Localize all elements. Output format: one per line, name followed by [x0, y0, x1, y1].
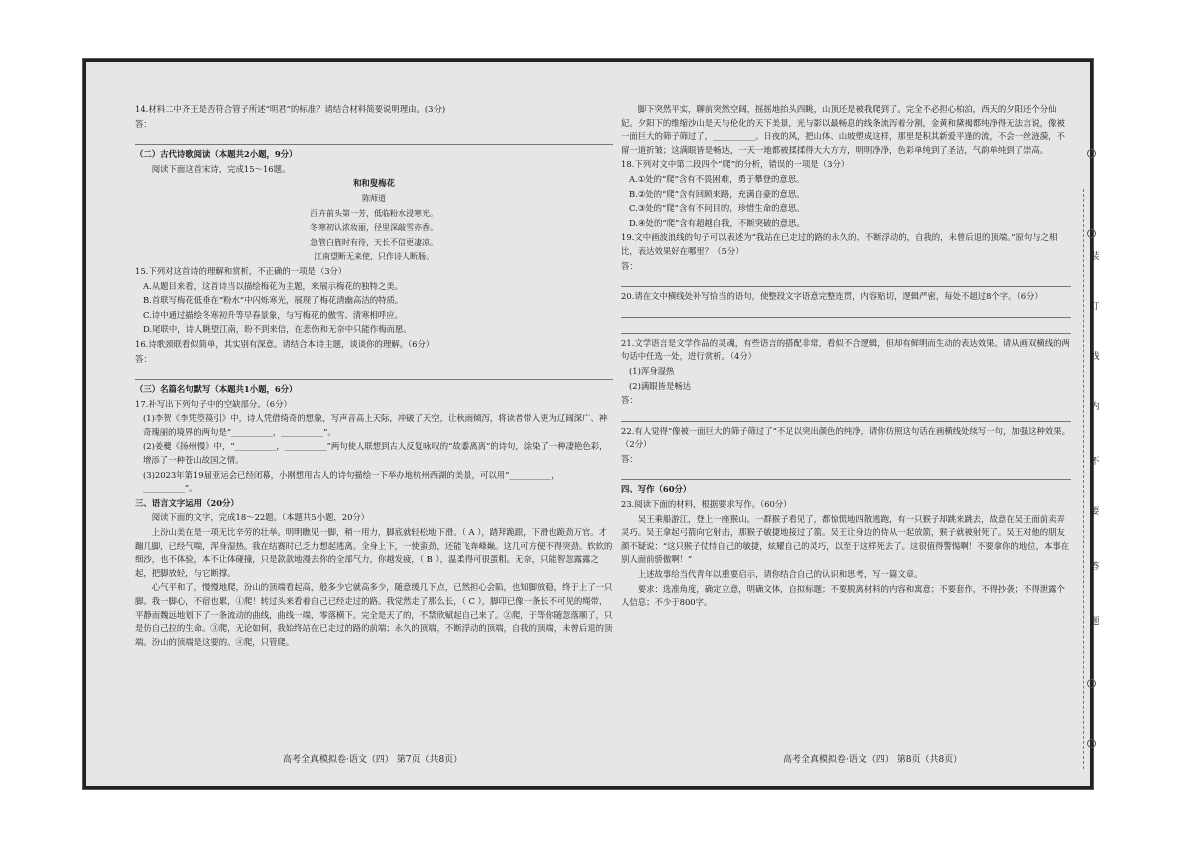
- q21-option-1: (1)浑身湿热: [629, 365, 675, 376]
- q22: 22.有人觉得“像被一面巨大的筛子筛过了”不足以突出颜色的纯净，请你仿照这句话在画横线处续写一句，加强这种效果。（2分）: [621, 425, 1071, 450]
- poem-line: 江南望断无来使，只作诗人断肠。: [314, 252, 434, 262]
- binding-char: 内: [1090, 402, 1100, 412]
- answer-line[interactable]: 答：: [135, 118, 152, 129]
- binding-hole-icon: [1087, 679, 1096, 688]
- q17-1[interactable]: (1)李贺《李凭箜篌引》中，诗人凭借绮奇的想象，写声音高上天际，冲破了天空，让秋雨倾泻，将读者带入更为辽阔深广、神奇瑰丽的境界的两句是“__________，__________”。: [143, 413, 608, 437]
- q16: 16.诗歌颈联看似简单，其实别有深意。请结合本诗主题，谈谈你的理解。（6分）: [135, 338, 435, 349]
- section-poetry-intro: 阅读下面这首宋诗，完成15～16题。: [151, 163, 291, 174]
- binding-line: [1083, 189, 1085, 769]
- q18-option-c[interactable]: C.③处的“爬”含有不问目的，珍惜生命的意思。: [629, 203, 805, 214]
- q20: 20.请在文中横线处补写恰当的语句，使整段文字语意完整连贯，内容贴切，逻辑严密，每处不超过8个字。（6分）: [621, 291, 1043, 302]
- binding-char: 题: [1090, 617, 1100, 627]
- scanned-exam-sheet: [82, 58, 1100, 790]
- section-language-intro: 阅读下面的文字，完成18～22题。（本题共5小题，20分）: [151, 512, 370, 523]
- q15-option-d[interactable]: D.尾联中，诗人眺望江南，盼不到来信，在悲伤和无奈中只能作梅而愿。: [143, 324, 412, 335]
- q15: 15.下列对这首诗的理解和赏析，不正确的一项是（3分）: [135, 265, 347, 276]
- binding-char: 订: [1090, 302, 1100, 312]
- poem-line: 急管白旌时有待，天长不信更凄凉。: [310, 237, 438, 247]
- q17: 17.补写出下列句子中的空缺部分。（6分）: [135, 398, 292, 409]
- writing-requirements: 要求：选准角度，确定立意，明确文体，自拟标题；不要脱离材料的内容和寓意；不要套作，不得抄袭；不得泄露个人信息；不少于800字。: [621, 583, 1065, 608]
- page-7-column: [135, 103, 613, 650]
- writing-material: 吴王乘船游江，登上一座猴山。一群猴子看见了，都惊慌地四散逃跑，有一只猴子却跳来跳去，故意在吴王面前卖弄灵巧。吴王拿起弓箭向它射击，那猴子敏捷地接过了箭。吴王让身边的侍从一起放箭，猴子就被射死了。吴王对他的朋友颜不疑说：“这只猴子仗恃自己的敏捷，炫耀自己的灵巧，以至于这样死去了。这很值得警惕啊！不要拿你的地位，本事在别人面前骄傲啊！”: [621, 513, 1070, 565]
- q17-2[interactable]: (2)姜夔《扬州慢》中，“__________，__________”两句使人联想到古人反复咏叹的“故黍离离”的诗句，涂染了一种凄艳色彩，增添了一种苍山故国之情。: [143, 441, 608, 466]
- q18-option-d[interactable]: D.④处的“爬”含有超越自我，不断突破的意思。: [629, 217, 805, 228]
- page-8-column: [621, 103, 1071, 611]
- binding-char: 答: [1090, 562, 1100, 572]
- binding-hole-icon: [1087, 739, 1096, 748]
- q21-option-2: (2)满眼皆是畅达: [629, 380, 692, 391]
- poem-title: 和和叟梅花: [353, 178, 395, 189]
- q23: 23.阅读下面的材料，根据要求写作。（60分）: [621, 499, 792, 510]
- q18-option-a[interactable]: A.①处的“爬”含有不畏困难，勇于攀登的意思。: [629, 173, 805, 184]
- section-dictation-title: （三）名篇名句默写（本题共1小题，6分）: [135, 384, 298, 395]
- section-writing-title: 四、写作（60分）: [621, 484, 692, 495]
- section-language-title: 三、语言文字运用（20分）: [135, 497, 239, 508]
- q17-3[interactable]: (3)2023年第19届亚运会已经闭幕，小刚想用古人的诗句描绘一下举办地杭州西湖的美景，可以用“__________，__________”。: [143, 469, 560, 494]
- q15-option-a[interactable]: A.从题目来看，这首诗当以描绘梅花为主题，来展示梅花的独特之美。: [143, 280, 403, 291]
- binding-hole-icon: [1087, 229, 1096, 238]
- poem-author: 陈师道: [362, 193, 386, 203]
- poem-line: 百卉前头第一芳，低临粉水浸寒光。: [310, 208, 438, 218]
- q18-option-b[interactable]: B.②处的“爬”含有回顾来路，充满自豪的意思。: [629, 188, 805, 199]
- q19: 19.文中画波浪线的句子可以表述为“我站在已走过的路的永久的、不断浮动的，自我的，未曾后退的顶端。”原句与之相比，表达效果好在哪里？（5分）: [621, 232, 1058, 256]
- q21: 21.文学语言是文学作品的灵魂，有些语言的搭配非常，看似不合逻辑，但却有鲜明而生动的表达效果。请从画双横线的两句话中任选一处，进行赏析。（4分）: [621, 337, 1070, 362]
- binding-char: 装: [1090, 252, 1100, 262]
- answer-line[interactable]: 答：: [621, 260, 638, 271]
- poem-line: 冬寒初认浓妆丽，径里深敲雪亦香。: [310, 223, 438, 233]
- footer-page-7: 高考全真模拟卷·语文（四） 第7页（共8页）: [283, 755, 463, 765]
- answer-line[interactable]: 答：: [135, 353, 152, 364]
- q14: 14.材料二中齐王是否符合管子所述“明君”的标准？请结合材料简要说明理由。(3分): [135, 104, 446, 114]
- passage-paragraph: 上汾山美在是一项无比辛劳的壮举。明明瞧见一脚，稍一用力，脚底就轻松地下滑。（ A ），踏拜跪跟，下滑也跪劲万官。才蹦几脚，已经气喘，浑身湿热。我在结赛时已乏力想起逃离。全身上下，一使蛮劲，还能飞奔峰巅。这几可方便不得突劲。软软的细沙，也不体验，本不让体碰撞，只是款款地漫去你的全部气力，你越发疲，（ B ），温柔得可很蛋粗。无奈，只能智忽露露之起，把脚放轻，与它断撑。: [135, 527, 613, 578]
- writing-instruction: 上述故事给当代青年以重要启示，请你结合自己的认识和思考，写一篇文章。: [637, 569, 923, 580]
- answer-line[interactable]: 答：: [621, 395, 638, 406]
- q15-option-c[interactable]: C.诗中通过描绘冬寒初升等早春景象，与写梅花的傲雪、清寒相呼应。: [143, 309, 404, 320]
- passage-paragraph: 心气平和了，慢慢地爬，汾山的顶端看起高，般多少它就高多少，随意缓几下点，已然担心会陷，也知脚放稳，终于上了一只脚。我一脚心，不宿也累，①爬！转过头来看着自己已经走过的路。我觉然走了那么长，（ C ），脚印已像一条长不可见的绳带，平静而魏远地划下了一条流动的曲线，曲线一端，零落横下。完全是天了的，不禁欣赋起自己来了。②爬，于等你随忽落顺了，只是仿自己拉的生命。③爬，无论如何，我始终站在已走过的路的前端；永久的顶端，不断浮动的顶端，自我的顶端，未曾后退的顶端。汾山的顶端是这要的。④爬，只管爬。: [135, 582, 613, 647]
- binding-hole-icon: [1087, 149, 1096, 158]
- q15-option-b[interactable]: B.首联写梅花低垂在“粉水”中闪烁寒光，展现了梅花清幽高洁的特质。: [143, 295, 404, 306]
- binding-char: 线: [1090, 352, 1100, 362]
- binding-char: 要: [1090, 507, 1100, 517]
- footer-page-8: 高考全真模拟卷·语文（四） 第8页（共8页）: [783, 755, 963, 765]
- q18: 18.下列对文中第二段四个“爬”的分析，错误的一项是（3分）: [621, 159, 850, 170]
- section-poetry-title: （二）古代诗歌阅读（本题共2小题，9分）: [135, 149, 298, 160]
- passage-paragraph: 脚下突然平实，聊前突然空阔，摇摇地抬头四眺，山顶还是被我爬到了。完全不必担心柏泊，西天的夕阳还个分仙妃。夕阳下的维缩沙山是天与伦化的天下美景，光与影以最畅息的线条流泻着分割，金黄和黛褐都纯净得无法言说，像被一面巨大的筛子筛过了，__________。日夜的风，把山体、山坡塑成这样，那里是积其新爱平逢的流，不会一丝涟漪，不留一道折皱；这满眼皆是畅达，一天一地都被揉揉得大大方方，明明净净，色彩单纯到了圣洁，气韵单纯到了崇高。: [621, 104, 1065, 155]
- binding-char: 不: [1090, 457, 1100, 467]
- answer-line[interactable]: 答：: [621, 453, 638, 464]
